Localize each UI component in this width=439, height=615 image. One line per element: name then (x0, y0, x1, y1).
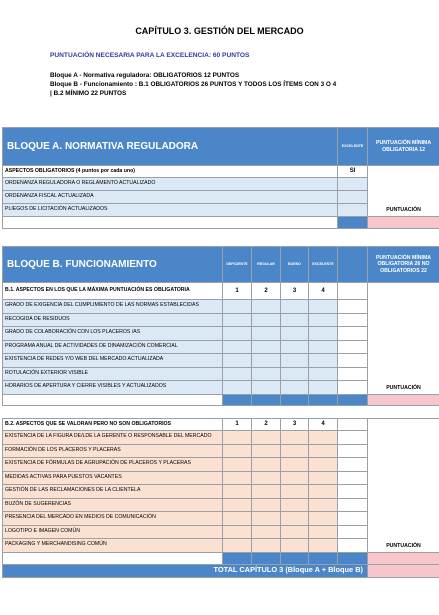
blank-cell (338, 431, 368, 445)
subtotal-cell (309, 394, 338, 405)
list-item: LOGOTIPO E IMAGEN COMÚN (3, 525, 223, 539)
bloque-b2-table (2, 418, 439, 578)
block-a-summary: Bloque A - Normativa reguladora: OBLIGATORIOS 12 PUNTOS (50, 72, 240, 79)
si-label: SI (338, 166, 368, 178)
list-item: ORDENANZA REGULADORA O REGLAMENTO ACTUALIZADO (3, 178, 338, 191)
total-score-cell[interactable] (368, 564, 439, 577)
b2-score-cell[interactable] (368, 552, 439, 564)
score-cell[interactable] (223, 512, 252, 526)
scale-2: 2 (252, 419, 281, 431)
score-cell[interactable] (252, 381, 281, 395)
block-b2-summary: | B.2 MÍNIMO 22 PUNTOS (50, 90, 127, 97)
score-cell[interactable] (252, 444, 281, 458)
col-regular: REGULAR (252, 247, 281, 283)
score-cell[interactable] (309, 327, 338, 341)
score-cell[interactable] (281, 539, 309, 553)
subtotal-cell (252, 394, 281, 405)
score-cell[interactable] (281, 444, 309, 458)
score-cell[interactable] (223, 381, 252, 395)
score-cell[interactable] (309, 525, 338, 539)
score-cell[interactable] (281, 381, 309, 395)
scale-2: 2 (252, 283, 281, 300)
score-cell[interactable] (252, 300, 281, 314)
block-b-summary: Bloque B - Funcionamiento : B.1 OBLIGATORIOS 26 PUNTOS Y TODOS LOS ÍTEMS CON 3 O 4 (50, 81, 337, 88)
list-item: ORDENANZA FISCAL ACTUALIZADA (3, 191, 338, 204)
col-excelente: EXCELENTE (309, 247, 338, 283)
score-cell[interactable] (309, 381, 338, 395)
score-cell[interactable] (281, 498, 309, 512)
spacer-cell (3, 217, 338, 229)
score-cell[interactable] (309, 313, 338, 327)
score-cell[interactable] (223, 485, 252, 499)
b1-score-cell[interactable] (368, 394, 439, 405)
score-cell[interactable] (223, 498, 252, 512)
scale-3: 3 (281, 419, 309, 431)
score-cell[interactable] (309, 444, 338, 458)
score-cell[interactable] (281, 458, 309, 472)
list-item: MEDIDAS ACTIVAS PARA PUESTOS VACANTES (3, 471, 223, 485)
score-cell[interactable] (252, 327, 281, 341)
subtotal-cell (281, 552, 309, 564)
score-cell[interactable] (223, 444, 252, 458)
score-cell[interactable] (223, 431, 252, 445)
blank-cell (338, 444, 368, 458)
blank-cell (338, 419, 368, 431)
aspectos-obligatorios-label: ASPECTOS OBLIGATORIOS (4 puntos por cada uno) (3, 166, 338, 178)
score-cell[interactable] (281, 340, 309, 354)
score-cell[interactable] (223, 354, 252, 368)
score-cell[interactable] (223, 313, 252, 327)
list-item: HORARIOS DE APERTURA Y CIERRE VISIBLES Y ACTUALIZADOS (3, 381, 223, 395)
blank-cell (338, 354, 368, 368)
score-cell[interactable] (281, 313, 309, 327)
chapter-title: CAPÍTULO 3. GESTIÓN DEL MERCADO (135, 26, 304, 36)
blank-cell (338, 327, 368, 341)
subtotal-cell (338, 394, 368, 405)
score-cell[interactable] (223, 458, 252, 472)
list-item: PROGRAMA ANUAL DE ACTIVIDADES DE DINAMIZACIÓN COMERCIAL (3, 340, 223, 354)
bloque-a-title: BLOQUE A. NORMATIVA REGULADORA (3, 128, 338, 166)
b1-puntuacion: PUNTUACIÓN (368, 283, 439, 395)
list-item: FORMACIÓN DE LOS PLACEROS Y PLACERAS (3, 444, 223, 458)
blank-cell (338, 367, 368, 381)
list-item: PLIEGOS DE LICITACIÓN ACTUALIZADOS (3, 204, 338, 217)
bloque-a-puntuacion: PUNTUACIÓN (368, 166, 439, 217)
score-cell[interactable] (281, 512, 309, 526)
list-item: PACKAGING Y MERCHANDISING COMÚN (3, 539, 223, 553)
score-cell[interactable] (252, 471, 281, 485)
col-bueno: BUENO (281, 247, 309, 283)
blank-cell (338, 512, 368, 526)
score-cell[interactable] (223, 539, 252, 553)
blank-cell (338, 525, 368, 539)
blank-cell (338, 340, 368, 354)
spacer-cell (3, 394, 223, 405)
blank-cell (338, 300, 368, 314)
scale-1: 1 (223, 283, 252, 300)
blank-cell (338, 498, 368, 512)
scale-4: 4 (309, 283, 338, 300)
score-cell[interactable] (309, 471, 338, 485)
score-cell[interactable] (281, 471, 309, 485)
blank-cell (338, 458, 368, 472)
bloque-a-table (2, 127, 439, 229)
b2-puntuacion: PUNTUACIÓN (368, 419, 439, 553)
list-item: EXISTENCIA DE FÓRMULAS DE AGRUPACIÓN DE PLACEROS Y PLACERAS (3, 458, 223, 472)
bloque-b-table (2, 246, 439, 406)
col-blank (338, 247, 368, 283)
score-cell[interactable] (338, 191, 368, 204)
score-cell[interactable] (281, 431, 309, 445)
bloque-a-score-cell[interactable] (368, 217, 439, 229)
score-cell[interactable] (309, 485, 338, 499)
bloque-a-puntuacion-header: PUNTUACIÓN MÍNIMA OBLIGATORIA 12 (368, 128, 439, 166)
b1-label: B.1. ASPECTOS EN LOS QUE LA MÁXIMA PUNTUACIÓN ES OBLIGATORIA (3, 283, 223, 300)
scale-4: 4 (309, 419, 338, 431)
score-cell[interactable] (309, 340, 338, 354)
col-deficiente: DEFICIENTE (223, 247, 252, 283)
subtotal-cell (252, 552, 281, 564)
blank-cell (338, 539, 368, 553)
subtotal-cell (281, 394, 309, 405)
score-cell[interactable] (281, 327, 309, 341)
score-cell[interactable] (223, 471, 252, 485)
score-cell[interactable] (309, 431, 338, 445)
score-cell[interactable] (252, 458, 281, 472)
subtotal-cell (223, 394, 252, 405)
list-item: GRADO DE EXIGENCIA DEL CUMPLIMIENTO DE LAS NORMAS ESTABLECIDAS (3, 300, 223, 314)
score-cell[interactable] (309, 458, 338, 472)
score-cell[interactable] (252, 485, 281, 499)
list-item: EXISTENCIA DE REDES Y/O WEB DEL MERCADO ACTUALIZADA (3, 354, 223, 368)
score-cell[interactable] (223, 367, 252, 381)
blank-cell (338, 471, 368, 485)
score-cell[interactable] (223, 327, 252, 341)
bloque-b-puntuacion-header: PUNTUACIÓN MÍNIMA OBLIGATORIA 26 NO OBLIGATORIOS 22 (368, 247, 439, 283)
score-cell[interactable] (252, 354, 281, 368)
list-item: RECOGIDA DE RESIDUOS (3, 313, 223, 327)
score-cell[interactable] (252, 367, 281, 381)
blank-cell (338, 381, 368, 395)
list-item: GESTIÓN DE LAS RECLAMACIONES DE LA CLIENTELA (3, 485, 223, 499)
bloque-b-title: BLOQUE B. FUNCIONAMIENTO (3, 247, 223, 283)
score-cell[interactable] (223, 525, 252, 539)
subtotal-cell (338, 217, 368, 229)
score-cell[interactable] (252, 498, 281, 512)
score-cell[interactable] (338, 178, 368, 191)
score-cell[interactable] (281, 485, 309, 499)
score-cell[interactable] (309, 539, 338, 553)
score-cell[interactable] (281, 300, 309, 314)
score-cell[interactable] (281, 525, 309, 539)
score-cell[interactable] (309, 498, 338, 512)
subtotal-cell (309, 552, 338, 564)
spacer-cell (3, 552, 223, 564)
list-item: EXISTENCIA DE LA FIGURA DE/LDE LA GERENTE O RESPONSABLE DEL MERCADO (3, 431, 223, 445)
score-cell[interactable] (309, 354, 338, 368)
score-cell[interactable] (309, 367, 338, 381)
total-label: TOTAL CAPÍTULO 3 (Bloque A + Bloque B) (3, 564, 368, 577)
list-item: GRADO DE COLABORACIÓN CON LOS PLACEROS /AS (3, 327, 223, 341)
score-requirement: PUNTUACIÓN NECESARIA PARA LA EXCELENCIA: 60 PUNTOS (50, 52, 250, 59)
score-cell[interactable] (281, 367, 309, 381)
list-item: BUZÓN DE SUGERENCIAS (3, 498, 223, 512)
list-item: PRESENCIA DEL MERCADO EN MEDIOS DE COMUNICACIÓN (3, 512, 223, 526)
score-cell[interactable] (252, 539, 281, 553)
scale-1: 1 (223, 419, 252, 431)
score-cell[interactable] (309, 300, 338, 314)
score-cell[interactable] (252, 340, 281, 354)
score-cell[interactable] (252, 431, 281, 445)
score-cell[interactable] (252, 512, 281, 526)
score-cell[interactable] (252, 313, 281, 327)
blank-cell (338, 313, 368, 327)
score-cell[interactable] (309, 512, 338, 526)
subtotal-cell (223, 552, 252, 564)
scale-3: 3 (281, 283, 309, 300)
col-excelente: EXCELENTE (338, 128, 368, 166)
score-cell[interactable] (223, 340, 252, 354)
score-cell[interactable] (252, 525, 281, 539)
blank-cell (338, 485, 368, 499)
subtotal-cell (338, 552, 368, 564)
b2-label: B.2. ASPECTOS QUE SE VALORAN PERO NO SON OBLIGATORIOS (3, 419, 223, 431)
score-cell[interactable] (338, 204, 368, 217)
list-item: ROTULACIÓN EXTERIOR VISIBLE (3, 367, 223, 381)
score-cell[interactable] (223, 300, 252, 314)
score-cell[interactable] (281, 354, 309, 368)
blank-cell (338, 283, 368, 300)
